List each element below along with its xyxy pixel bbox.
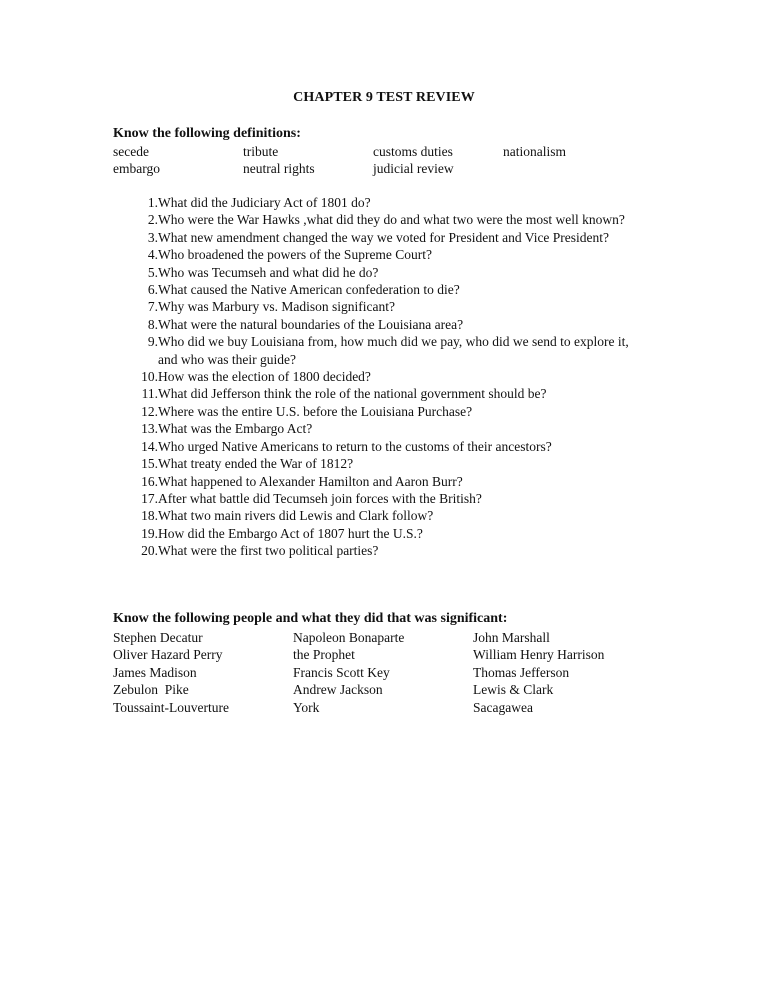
question-number: 20. bbox=[141, 543, 158, 559]
question-text: What were the natural boundaries of the Louisiana area? bbox=[158, 316, 464, 332]
question-number: 5. bbox=[147, 264, 158, 280]
question-list bbox=[133, 194, 643, 560]
definition-term: customs duties bbox=[373, 144, 453, 159]
question-text: Where was the entire U.S. before the Louisiana Purchase? bbox=[158, 403, 473, 419]
question-text: What happened to Alexander Hamilton and Aaron Burr? bbox=[158, 473, 463, 489]
question-text: What did the Judiciary Act of 1801 do? bbox=[158, 195, 371, 210]
question-number: 14. bbox=[141, 438, 158, 454]
question-number: 2. bbox=[147, 212, 158, 228]
person-name: Sacagawea bbox=[473, 699, 533, 715]
question-text: What caused the Native American confederation to die? bbox=[158, 282, 460, 298]
question-item bbox=[133, 473, 643, 490]
definition-term: embargo bbox=[113, 161, 160, 176]
question-item bbox=[133, 368, 643, 385]
question-item bbox=[133, 385, 643, 402]
person-name: Toussaint-Louverture bbox=[113, 699, 230, 715]
definition-term: nationalism bbox=[503, 144, 566, 159]
question-number: 19. bbox=[141, 525, 158, 541]
person-name: Napoleon Bonaparte bbox=[293, 630, 405, 645]
question-item bbox=[133, 542, 643, 559]
people-row bbox=[113, 664, 653, 681]
definition-term: tribute bbox=[243, 144, 279, 159]
question-number: 1. bbox=[147, 195, 158, 210]
person-name: William Henry Harrison bbox=[473, 647, 605, 663]
person-name: Oliver Hazard Perry bbox=[113, 647, 223, 663]
definitions-heading: Know the following definitions: bbox=[113, 126, 301, 141]
question-item bbox=[133, 281, 643, 298]
question-item bbox=[133, 229, 643, 246]
definition-term: secede bbox=[113, 144, 149, 159]
question-item bbox=[133, 194, 643, 211]
person-name: John Marshall bbox=[473, 630, 550, 645]
definitions-grid bbox=[113, 143, 633, 177]
question-number: 9. bbox=[147, 334, 158, 350]
question-text: After what battle did Tecumseh join forces with the British? bbox=[158, 490, 482, 506]
page-title: CHAPTER 9 TEST REVIEW bbox=[293, 90, 475, 105]
question-text: Who broadened the powers of the Supreme Court? bbox=[158, 247, 433, 263]
question-number: 10. bbox=[141, 369, 158, 385]
question-text: What two main rivers did Lewis and Clark follow? bbox=[158, 508, 434, 524]
question-item bbox=[133, 264, 643, 281]
question-item bbox=[133, 490, 643, 507]
person-name: Zebulon Pike bbox=[113, 682, 189, 698]
question-text: Who were the War Hawks ,what did they do and what two were the most well known? bbox=[158, 212, 625, 228]
question-number: 17. bbox=[141, 490, 158, 506]
question-number: 15. bbox=[141, 456, 158, 472]
person-name: James Madison bbox=[113, 664, 197, 680]
definitions-row bbox=[113, 160, 633, 177]
definition-term: neutral rights bbox=[243, 161, 315, 176]
question-number: 18. bbox=[141, 508, 158, 524]
question-item bbox=[133, 455, 643, 472]
person-name: Francis Scott Key bbox=[293, 664, 390, 680]
question-text: How was the election of 1800 decided? bbox=[158, 369, 371, 385]
question-item bbox=[133, 403, 643, 420]
question-text: What did Jefferson think the role of the national government should be? bbox=[158, 386, 547, 402]
people-row bbox=[113, 681, 653, 698]
definition-term bbox=[503, 160, 633, 177]
question-item bbox=[133, 316, 643, 333]
question-text: How did the Embargo Act of 1807 hurt the U.S.? bbox=[158, 525, 423, 541]
definition-term: judicial review bbox=[373, 161, 454, 176]
question-item bbox=[133, 333, 643, 368]
question-text: What were the first two political parties? bbox=[158, 543, 379, 559]
question-number: 8. bbox=[147, 316, 158, 332]
question-number: 16. bbox=[141, 473, 158, 489]
person-name: Lewis & Clark bbox=[473, 682, 554, 698]
person-name: Andrew Jackson bbox=[293, 682, 383, 698]
question-item bbox=[133, 438, 643, 455]
question-text: What new amendment changed the way we voted for President and Vice President? bbox=[158, 229, 610, 245]
question-number: 6. bbox=[147, 282, 158, 298]
question-text: What was the Embargo Act? bbox=[158, 421, 313, 437]
people-grid bbox=[113, 629, 653, 716]
question-item bbox=[133, 525, 643, 542]
people-row bbox=[113, 629, 653, 646]
question-number: 12. bbox=[141, 403, 158, 419]
question-text: Who did we buy Louisiana from, how much did we pay, who did we send to explore it, and who was their guide? bbox=[158, 334, 629, 367]
question-number: 13. bbox=[141, 421, 158, 437]
person-name: Thomas Jefferson bbox=[473, 664, 570, 680]
question-item bbox=[133, 507, 643, 524]
question-number: 4. bbox=[147, 247, 158, 263]
question-text: Who urged Native Americans to return to the customs of their ancestors? bbox=[158, 438, 552, 454]
definitions-row bbox=[113, 143, 633, 160]
question-text: Why was Marbury vs. Madison significant? bbox=[158, 299, 395, 315]
question-item bbox=[133, 420, 643, 437]
question-item bbox=[133, 211, 643, 228]
question-number: 3. bbox=[147, 229, 158, 245]
question-item bbox=[133, 298, 643, 315]
question-text: Who was Tecumseh and what did he do? bbox=[158, 264, 379, 280]
question-number: 7. bbox=[147, 299, 158, 315]
people-row bbox=[113, 646, 653, 663]
people-heading: Know the following people and what they did that was significant: bbox=[113, 611, 508, 626]
person-name: the Prophet bbox=[293, 647, 355, 663]
person-name: Stephen Decatur bbox=[113, 630, 203, 645]
question-number: 11. bbox=[141, 386, 158, 402]
person-name: York bbox=[293, 699, 320, 715]
people-row bbox=[113, 699, 653, 716]
question-item bbox=[133, 246, 643, 263]
question-text: What treaty ended the War of 1812? bbox=[158, 456, 354, 472]
